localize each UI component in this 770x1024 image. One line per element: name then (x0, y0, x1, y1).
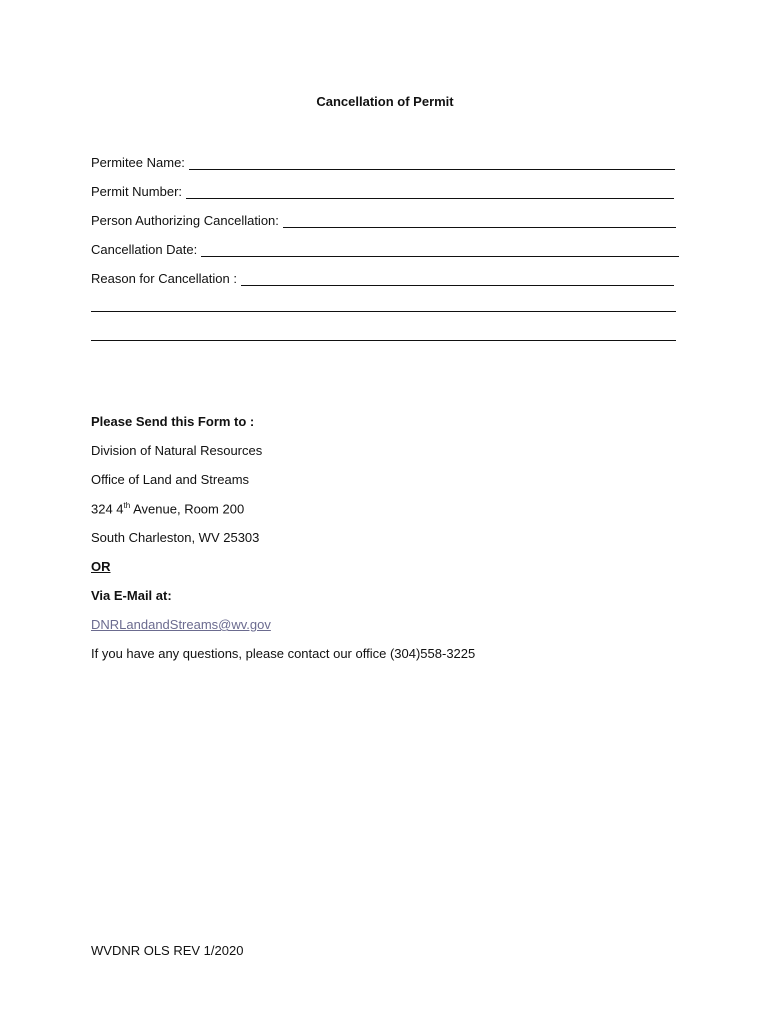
permitee-name-line[interactable] (189, 155, 675, 170)
address-line-3-suffix: Avenue, Room 200 (130, 501, 245, 517)
email-link[interactable]: DNRLandandStreams@wv.gov (91, 617, 271, 632)
or-text: OR (91, 559, 111, 574)
cancellation-date-field[interactable] (91, 239, 679, 257)
person-authorizing-field[interactable] (91, 210, 676, 228)
cancellation-date-line[interactable] (201, 242, 679, 257)
address-line-2: Office of Land and Streams (91, 472, 250, 487)
footer-revision: WVDNR OLS REV 1/2020 (91, 943, 244, 958)
address-line-4: South Charleston, WV 25303 (91, 530, 260, 545)
permit-number-line[interactable] (186, 184, 674, 199)
address-line-3-prefix: 324 4 (91, 501, 124, 517)
form-title: Cancellation of Permit (316, 94, 454, 109)
permitee-name-label: Permitee Name: (91, 155, 185, 170)
person-authorizing-line[interactable] (283, 213, 676, 228)
reason-extra-line-2[interactable] (91, 340, 676, 341)
email-heading: Via E-Mail at: (91, 588, 172, 603)
permit-number-label: Permit Number: (91, 184, 183, 199)
address-line-3-sup: th (123, 501, 131, 510)
person-authorizing-label: Person Authorizing Cancellation: (91, 213, 279, 228)
address-line-3 (91, 501, 244, 516)
reason-extra-line-1[interactable] (91, 311, 676, 312)
reason-field[interactable] (91, 268, 674, 286)
permit-number-field[interactable] (91, 181, 674, 199)
reason-label: Reason for Cancellation : (91, 271, 237, 286)
address-line-1: Division of Natural Resources (91, 443, 263, 458)
cancellation-date-label: Cancellation Date: (91, 242, 198, 257)
reason-line[interactable] (241, 271, 674, 286)
send-heading: Please Send this Form to : (91, 414, 255, 429)
contact-text: If you have any questions, please contact our office (304)558-3225 (91, 646, 476, 661)
permitee-name-field[interactable] (91, 152, 675, 170)
